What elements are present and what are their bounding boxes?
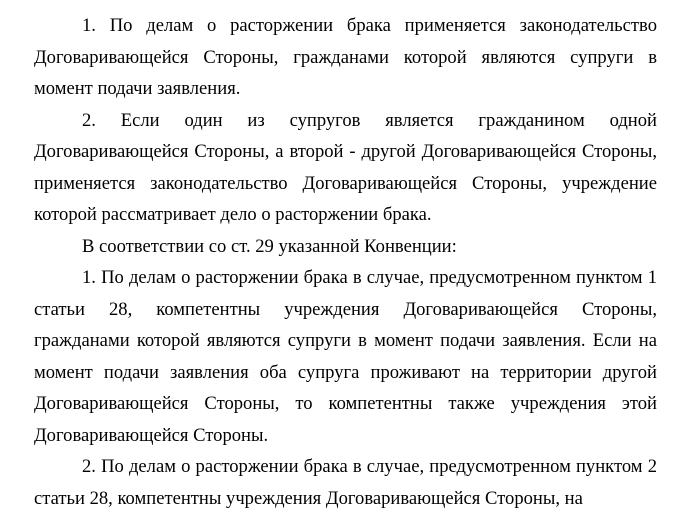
paragraph-art28-item2: 2. Если один из супругов является гражданином одной Договаривающейся Стороны, а второй - другой Договаривающейся Стороны, применяется законодательство Договаривающейся Стороны, учреждение которой рассматривает дело о расторжении брака. [34,109,657,225]
paragraph-art29-item2: 2. По делам о расторжении брака в случае, предусмотренном пунктом 2 статьи 28, компетентны учреждения Договаривающейся Стороны, на [34,456,657,509]
document-body [34,10,657,514]
paragraph-art28-item1: 1. По делам о расторжении брака применяется законодательство Договаривающейся Стороны, гражданами которой являются супруги в момент подачи заявления. [34,15,657,99]
paragraph-art29-item1: 1. По делам о расторжении брака в случае, предусмотренном пунктом 1 статьи 28, компетентны учреждения Договаривающейся Стороны, гражданами которой являются супруги в момент подачи заявления. Если на момент подачи заявления оба супруга проживают на территории другой Договаривающейся Стороны, то компетентны также учреждения этой Договаривающейся Стороны. [34,267,657,446]
paragraph-art29-intro: В соответствии со ст. 29 указанной Конвенции: [82,235,457,257]
